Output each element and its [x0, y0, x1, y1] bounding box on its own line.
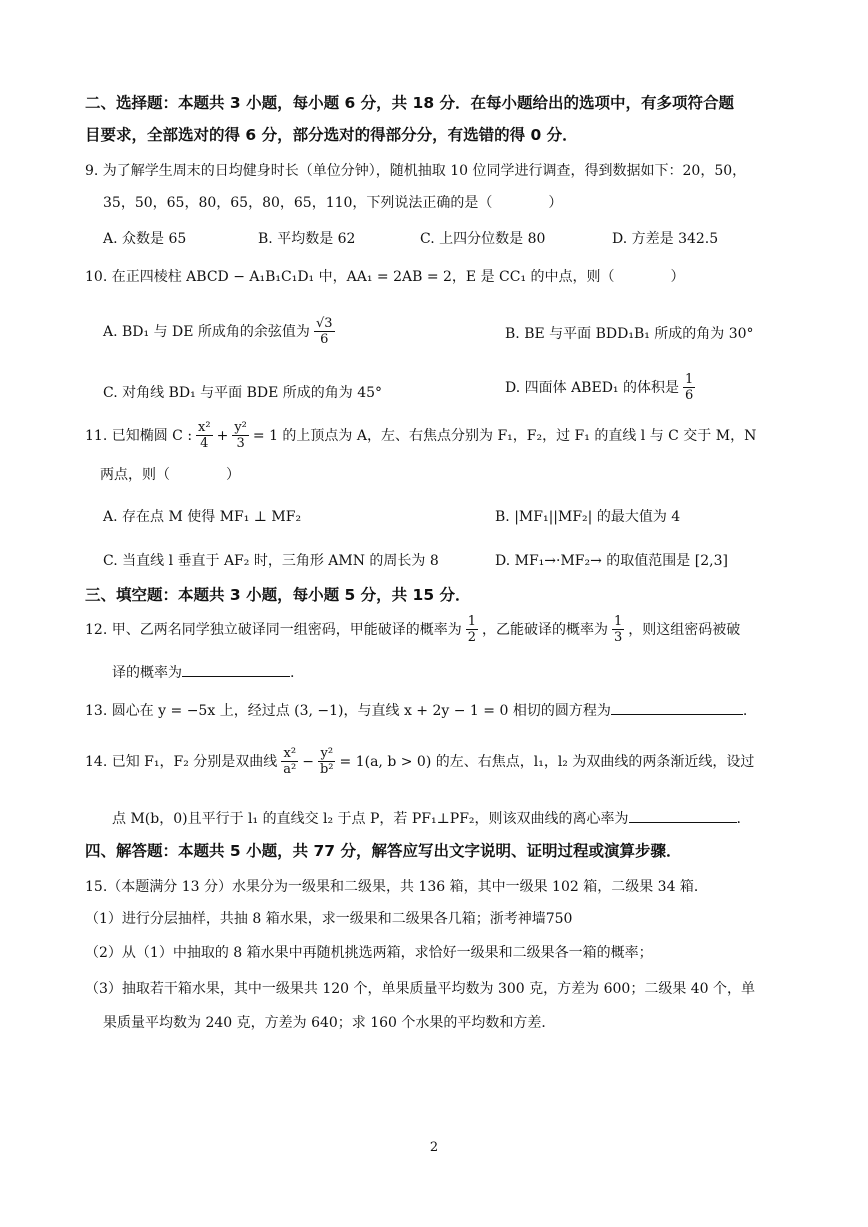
q10-option-d-denominator: 6: [684, 388, 694, 403]
q12-fraction-b-numerator: 1: [614, 614, 623, 629]
q12-fraction-a-denominator: 2: [467, 630, 476, 645]
q10-option-a-numerator: √3: [315, 316, 333, 331]
q10-option-c: C. 对角线 BD₁ 与平面 BDE 所成的角为 45°: [103, 385, 383, 401]
q12-fraction-b-denominator: 3: [614, 630, 623, 645]
q12-fraction-a-numerator: 1: [467, 614, 476, 629]
q14-line2-text: 点 M(b，0)且平行于 l₁ 的直线交 l₂ 于点 P，若 PF₁⊥PF₂，则该双曲线的离心率为: [112, 811, 629, 827]
q10-option-a-text: A. BD₁ 与 DE 所成角的余弦值为: [103, 323, 310, 340]
q9-option-b: B. 平均数是 62: [258, 231, 356, 247]
q12-answer-blank[interactable]: [182, 660, 290, 677]
q13-text: 13. 圆心在 y = −5x 上，经过点 (3, −1)，与直线 x + 2y − 1 = 0 相切的圆方程为: [85, 703, 611, 719]
q12-fraction-b: [612, 614, 624, 645]
q14-minus: −: [302, 753, 314, 770]
q14-fraction-x-numerator: x²: [283, 746, 297, 761]
q11-fraction-y-denominator: 3: [236, 436, 245, 451]
q12-suffix: ，则这组密码被破: [628, 621, 741, 638]
page-number: 2: [429, 1140, 439, 1155]
q11-option-d: D. MF₁→·MF₂→ 的取值范围是 [2,3]: [495, 553, 728, 569]
q12-middle: ，乙能破译的概率为: [482, 621, 608, 638]
q12-fraction-a: [466, 614, 478, 645]
q14-fraction-x-denominator: a²: [283, 762, 297, 777]
q9-option-c: C. 上四分位数是 80: [420, 231, 546, 247]
q13-answer-blank[interactable]: [611, 698, 743, 715]
q11-option-a: A. 存在点 M 使得 MF₁ ⊥ MF₂: [103, 509, 302, 525]
section4-heading: 四、解答题：本题共 5 小题，共 77 分，解答应写出文字说明、证明过程或演算步骤．: [85, 842, 682, 860]
q12-stem-line2: 译的概率为 .: [112, 660, 808, 684]
q10-stem: 10. 在正四棱柱 ABCD − A₁B₁C₁D₁ 中，AA₁ = 2AB = 2，E 是 CC₁ 的中点，则（ ）: [85, 269, 685, 285]
q14-prefix: 14. 已知 F₁，F₂ 分别是双曲线: [85, 753, 278, 770]
q15-part2: （2）从（1）中抽取的 8 箱水果中再随机挑选两箱，求恰好一级果和二级果各一箱的概率；: [85, 945, 653, 961]
q11-plus: +: [216, 427, 229, 444]
q11-fraction-x: [196, 420, 213, 451]
q11-fraction-x-denominator: 4: [200, 436, 209, 451]
q10-option-d: [505, 372, 697, 403]
q11-fraction-x-numerator: x²: [198, 420, 211, 435]
q14-suffix: = 1(a, b > 0) 的左、右焦点，l₁，l₂ 为双曲线的两条渐近线，设过: [339, 753, 755, 770]
q10-option-a-fraction: [314, 316, 335, 347]
q10-option-a: [103, 316, 337, 347]
section2-heading-line1: 二、选择题：本题共 3 小题，每小题 6 分，共 18 分．在每小题给出的选项中，有多项符合题: [85, 94, 735, 112]
q11-stem-line1: [85, 420, 808, 451]
q11-fraction-y: [232, 420, 249, 451]
q15-part1: （1）进行分层抽样，共抽 8 箱水果，求一级果和二级果各几箱；浙考神墙750: [85, 911, 573, 927]
q12-line2-text: 译的概率为: [112, 665, 182, 681]
q11-suffix: = 1 的上顶点为 A，左、右焦点分别为 F₁，F₂，过 F₁ 的直线 l 与 C 交于 M，N: [252, 427, 757, 444]
q15-part3-line1: （3）抽取若干箱水果，其中一级果共 120 个，单果质量平均数为 300 克，方差为 600；二级果 40 个，单: [85, 981, 756, 997]
q11-option-b: B. |MF₁||MF₂| 的最大值为 4: [495, 509, 681, 525]
q14-fraction-y-numerator: y²: [320, 746, 334, 761]
q9-option-d: D. 方差是 342.5: [612, 231, 719, 247]
q10-option-a-denominator: 6: [320, 332, 329, 347]
q14-fraction-y: [318, 746, 336, 777]
q15-stem: 15.（本题满分 13 分）水果分为一级果和二级果，共 136 箱，其中一级果 102 箱，二级果 34 箱．: [85, 879, 708, 895]
section2-heading-line2: 目要求，全部选对的得 6 分，部分选对的得部分分，有选错的得 0 分．: [85, 126, 578, 144]
q14-stem-line1: [85, 746, 808, 777]
q15-part3-line2: 果质量平均数为 240 克，方差为 640；求 160 个水果的平均数和方差．: [103, 1015, 556, 1031]
q12-stem-line1: [85, 614, 808, 645]
q11-stem-line2: 两点，则（ ）: [100, 467, 240, 483]
q14-fraction-y-denominator: b²: [319, 762, 334, 777]
q14-answer-blank[interactable]: [629, 806, 737, 823]
q9-stem-line2: 35，50，65，80，65，80，65，110，下列说法正确的是（ ）: [103, 195, 563, 211]
q10-option-d-fraction: [683, 372, 695, 403]
q11-prefix: 11. 已知椭圆 C :: [85, 427, 193, 444]
q14-stem-line2: 点 M(b，0)且平行于 l₁ 的直线交 l₂ 于点 P，若 PF₁⊥PF₂，则该双曲线的离心率为 .: [112, 806, 808, 830]
q11-option-c: C. 当直线 l 垂直于 AF₂ 时，三角形 AMN 的周长为 8: [103, 553, 439, 569]
q9-stem-line1: 9. 为了解学生周末的日均健身时长（单位分钟），随机抽取 10 位同学进行调查，得到数据如下：20，50，: [85, 163, 747, 179]
q12-prefix: 12. 甲、乙两名同学独立破译同一组密码，甲能破译的概率为: [85, 621, 462, 638]
q10-option-d-text: D. 四面体 ABED₁ 的体积是: [505, 379, 679, 396]
q14-fraction-x: [281, 746, 298, 777]
q9-option-a: A. 众数是 65: [103, 231, 187, 247]
q10-option-b: B. BE 与平面 BDD₁B₁ 所成的角为 30°: [505, 326, 754, 342]
q10-option-d-numerator: 1: [684, 372, 694, 387]
q11-fraction-y-numerator: y²: [234, 420, 247, 435]
q13-stem: 13. 圆心在 y = −5x 上，经过点 (3, −1)，与直线 x + 2y − 1 = 0 相切的圆方程为 .: [85, 698, 808, 722]
section3-heading: 三、填空题：本题共 3 小题，每小题 5 分，共 15 分．: [85, 586, 471, 604]
